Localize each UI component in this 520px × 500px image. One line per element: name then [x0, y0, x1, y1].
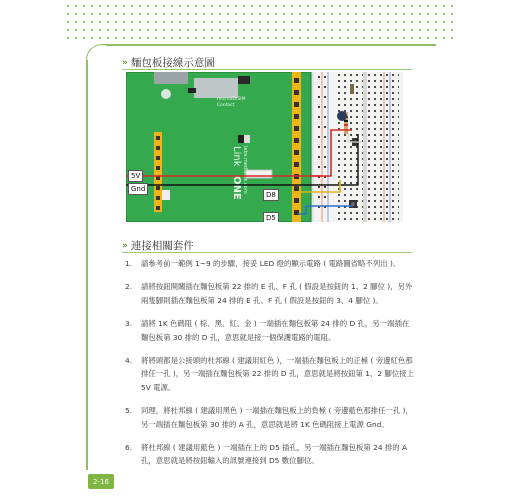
breadboard-wiring-figure: [126, 72, 403, 222]
step-number: 2.: [125, 282, 133, 292]
brand-text-3: labs.mediatek.com: [242, 146, 248, 194]
steps-section-heading: [122, 238, 194, 253]
list-item: [125, 317, 415, 344]
board-text-2: Contact: [217, 103, 235, 108]
step-number: 1.: [125, 259, 133, 268]
brand-text-1: Link: [231, 146, 242, 167]
figure-section-heading: [122, 55, 215, 70]
chevron-right-icon: »: [122, 240, 128, 251]
steps-section-rule: [122, 252, 412, 253]
step-number: 6.: [125, 443, 133, 453]
list-item: [125, 280, 415, 307]
list-item: [125, 354, 415, 394]
brand-text-2: ONE: [231, 176, 242, 200]
decorative-dot-grid: [64, 2, 454, 44]
step-number: 3.: [125, 319, 133, 329]
figure-section-rule: [122, 69, 412, 70]
step-number: 5.: [125, 406, 133, 416]
step-text: 將杜邦線 ( 建議用藍色 ) 一端插在上的 D5 插孔，另一端插在麵包板第 24 排的 A 孔，意思就是將按鈕輸入的訊號連接到 D5 數位腳位。: [141, 443, 408, 466]
board-text-1: microSD/SIM: [217, 97, 246, 102]
top-rule: [106, 44, 436, 46]
label-d5: D5: [263, 212, 279, 222]
steps-list: [125, 257, 415, 478]
step-text: 請參考前一範例 1~9 的步驟，接妥 LED 燈的顯示電路 ( 電路圖省略不列出 )。: [141, 259, 401, 268]
step-number: 4.: [125, 356, 133, 366]
label-gnd: Gnd: [128, 183, 148, 195]
steps-section-title: 連接相關套件: [130, 240, 194, 252]
page-number: 2-16: [88, 474, 114, 489]
list-item: [125, 441, 415, 468]
label-5v: 5V: [128, 170, 143, 182]
step-text: 請將按鈕開關插在麵包板第 22 排的 E 孔、F 孔 ( 假設是按鈕的 1、2 腳位 )，另外兩隻腳則插在麵包板第 24 排的 E 孔、F 孔 ( 假設是按鈕的 3、4 腳位 )。: [141, 282, 413, 305]
led: [337, 111, 347, 121]
label-d8: D8: [263, 189, 279, 201]
step-text: 請將 1K 色碼阻 ( 棕、黑、紅、金 ) 一端插在麵包板第 24 排的 D 孔，另一端插在麵包板第 30 排的 D 孔，意思就是接一個保護電路的電阻。: [141, 319, 410, 342]
figure-section-title: 麵包板接線示意圖: [130, 57, 215, 69]
chevron-right-icon: »: [122, 57, 128, 68]
corner-arc: [86, 44, 127, 77]
left-rule: [86, 60, 88, 470]
step-text: 將將頭都是公接頭的杜邦線 ( 建議用紅色 )，一端插在麵包板上的正極 ( 旁邊紅色那排任一孔 )，另一端插在麵包板第 22 排的 D 孔，意思就是將按鈕第 1、2 腳位接上 5V 電源。: [141, 356, 414, 392]
step-text: 同理，將杜邦線 ( 建議用黑色 ) 一端插在麵包板上的負極 ( 旁邊藍色那排任一孔 )，另一端插在麵包板第 30 排的 A 孔，意思就是將 1K 色碼阻接上電源 Gnd。: [141, 406, 413, 429]
list-item: [125, 257, 415, 270]
list-item: [125, 404, 415, 431]
